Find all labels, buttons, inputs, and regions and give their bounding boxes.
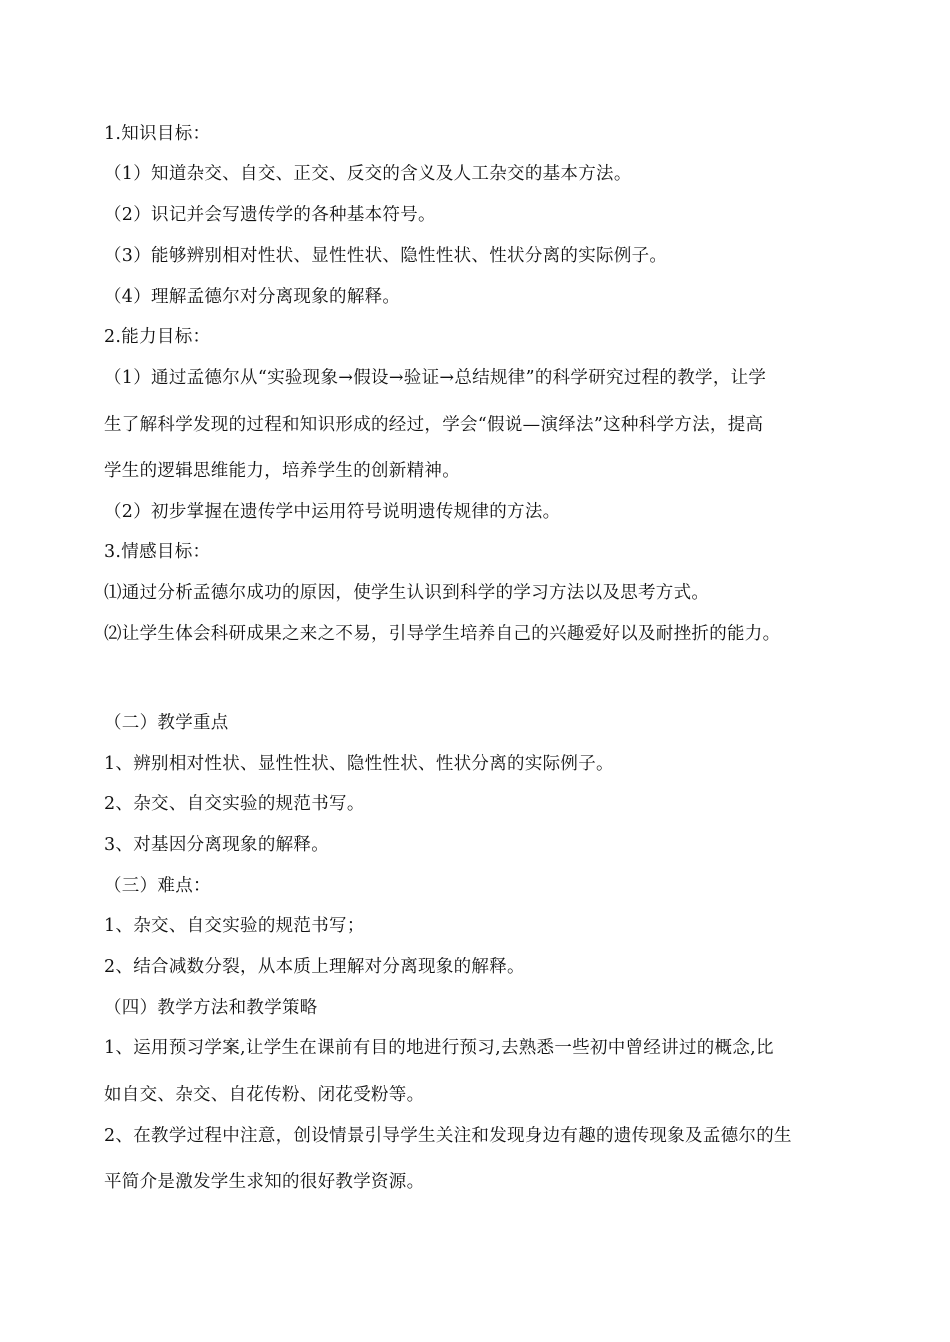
key-points-heading: （二）教学重点 xyxy=(104,713,229,733)
emotion-goal-1: ⑴通过分析孟德尔成功的原因，使学生认识到科学的学习方法以及思考方式。 xyxy=(104,583,710,603)
knowledge-goal-1: （1）知道杂交、自交、正交、反交的含义及人工杂交的基本方法。 xyxy=(104,164,632,184)
method-1-line-2: 如自交、杂交、自花传粉、闭花受粉等。 xyxy=(104,1085,425,1105)
difficulty-2: 2、结合减数分裂，从本质上理解对分离现象的解释。 xyxy=(104,957,525,977)
ability-goal-1-line-1: （1）通过孟德尔从“实验现象→假设→验证→总结规律”的科学研究过程的教学，让学 xyxy=(104,368,767,388)
key-point-2: 2、杂交、自交实验的规范书写。 xyxy=(104,794,365,814)
key-point-3: 3、对基因分离现象的解释。 xyxy=(104,835,330,855)
method-2-line-1: 2、在教学过程中注意，创设情景引导学生关注和发现身边有趣的遗传现象及孟德尔的生 xyxy=(104,1126,792,1146)
ability-goal-1-line-2: 生了解科学发现的过程和知识形成的经过，学会“假说—演绎法”这种科学方法，提高 xyxy=(104,415,764,435)
knowledge-goal-3: （3）能够辨别相对性状、显性性状、隐性性状、性状分离的实际例子。 xyxy=(104,246,668,266)
ability-goals-heading: 2.能力目标： xyxy=(104,327,211,347)
method-1-line-1: 1、运用预习学案,让学生在课前有目的地进行预习,去熟悉一些初中曾经讲过的概念,比 xyxy=(104,1038,774,1058)
key-point-1: 1、辨别相对性状、显性性状、隐性性状、性状分离的实际例子。 xyxy=(104,754,614,774)
knowledge-goal-2: （2）识记并会写遗传学的各种基本符号。 xyxy=(104,205,436,225)
method-2-line-2: 平简介是激发学生求知的很好教学资源。 xyxy=(104,1172,425,1192)
difficulties-heading: （三）难点： xyxy=(104,876,211,896)
emotion-goal-2: ⑵让学生体会科研成果之来之不易，引导学生培养自己的兴趣爱好以及耐挫折的能力。 xyxy=(104,624,781,644)
knowledge-goals-heading: 1.知识目标： xyxy=(104,124,211,144)
emotion-goals-heading: 3.情感目标： xyxy=(104,542,211,562)
difficulty-1: 1、杂交、自交实验的规范书写； xyxy=(104,916,365,936)
ability-goal-2: （2）初步掌握在遗传学中运用符号说明遗传规律的方法。 xyxy=(104,502,561,522)
methods-heading: （四）教学方法和教学策略 xyxy=(104,998,318,1018)
ability-goal-1-line-3: 学生的逻辑思维能力，培养学生的创新精神。 xyxy=(104,461,460,481)
knowledge-goal-4: （4）理解孟德尔对分离现象的解释。 xyxy=(104,287,401,307)
